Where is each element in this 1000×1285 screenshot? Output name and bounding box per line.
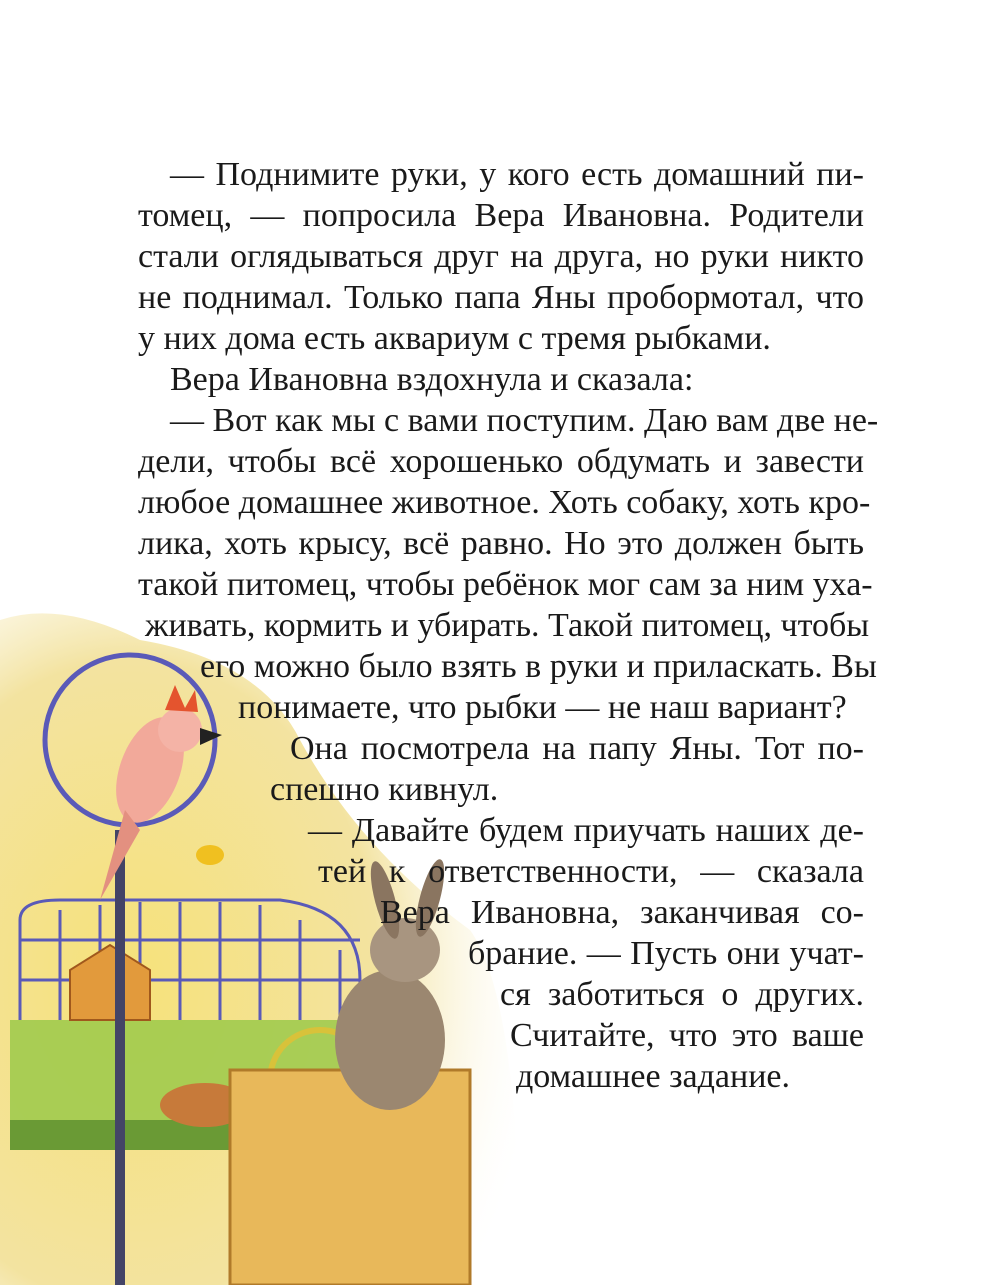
text-line-1: — Поднимите руки, у кого есть домашний пи-	[170, 156, 864, 193]
text-line-12: живать, кормить и убирать. Такой питомец, чтобы	[145, 607, 870, 644]
text-line-10: лика, хоть крысу, всё равно. Но это должен быть	[138, 525, 864, 562]
text-line-20: брание. — Пусть они учат-	[468, 935, 864, 972]
perch-stand	[115, 830, 125, 1285]
text-line-15: Она посмотрела на папу Яны. Тот по-	[290, 730, 864, 767]
text-line-22: Считайте, что это ваше	[510, 1017, 864, 1054]
text-line-19: Вера Ивановна, заканчивая со-	[380, 894, 864, 931]
text-line-3: стали оглядываться друг на друга, но руки никто	[138, 238, 864, 275]
text-line-17: — Давайте будем приучать наших де-	[308, 812, 864, 849]
text-line-7: — Вот как мы с вами поступим. Даю вам две не-	[170, 402, 879, 439]
basket	[230, 1070, 470, 1285]
canary-icon	[196, 845, 224, 865]
text-line-6: Вера Ивановна вздохнула и сказала:	[170, 361, 694, 398]
text-line-14: понимаете, что рыбки — не наш вариант?	[238, 689, 847, 726]
text-line-2: томец, — попросила Вера Ивановна. Родители	[138, 197, 864, 234]
text-line-4: не поднимал. Только папа Яны пробормотал, что	[138, 279, 864, 316]
text-line-9: любое домашнее животное. Хоть собаку, хоть кро-	[138, 484, 871, 521]
text-line-23: домашнее задание.	[516, 1058, 790, 1095]
text-line-16: спешно кивнул.	[270, 771, 499, 808]
text-line-5: у них дома есть аквариум с тремя рыбками.	[138, 320, 771, 357]
text-line-11: такой питомец, чтобы ребёнок мог сам за ним уха-	[138, 566, 873, 603]
text-line-21: ся заботиться о других.	[500, 976, 864, 1013]
text-line-13: его можно было взять в руки и приласкать. Вы	[200, 648, 877, 685]
text-line-8: дели, чтобы всё хорошенько обдумать и завести	[138, 443, 864, 480]
text-line-18: тей к ответственности, — сказала	[318, 853, 864, 890]
